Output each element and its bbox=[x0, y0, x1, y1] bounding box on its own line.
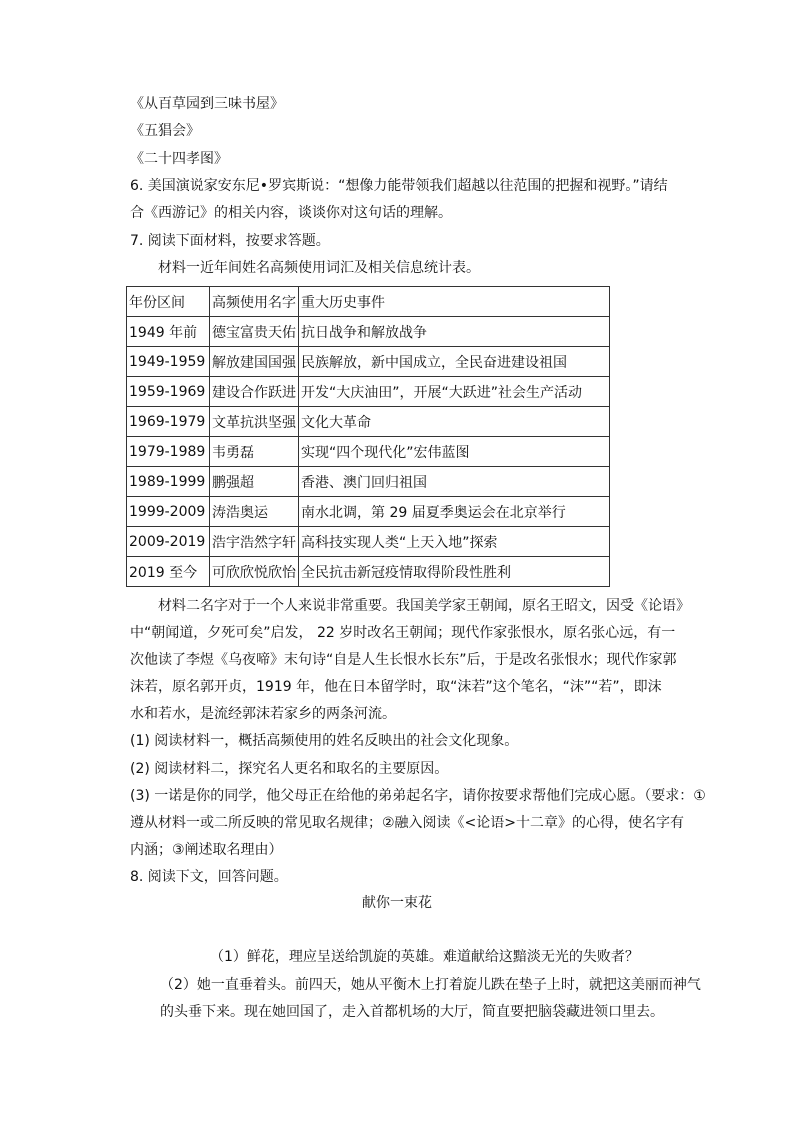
table-cell: 香港、澳门回归祖国 bbox=[299, 467, 610, 497]
q6-line-2: 合《西游记》的相关内容，谈谈你对这句话的理解。 bbox=[130, 205, 452, 221]
table-cell: 解放建国国强 bbox=[210, 347, 299, 377]
q7-subquestion-3-line-1: (3) 一诺是你的同学，他父母正在给他的弟弟起名字，请你按要求帮他们完成心愿。（要求：① bbox=[130, 788, 706, 804]
table-cell: 文革抗洪坚强 bbox=[210, 407, 299, 437]
passage-paragraph-2-line-2: 的头垂下来。现在她回国了，走入首都机场的大厅，简直要把脑袋藏进领口里去。 bbox=[160, 1004, 664, 1020]
table-cell: 1989-1999 bbox=[127, 467, 210, 497]
book-title-1: 《从百草园到三味书屋》 bbox=[130, 96, 284, 112]
table-cell: 南水北调，第 29 届夏季奥运会在北京举行 bbox=[299, 497, 610, 527]
q7-subquestion-1: (1) 阅读材料一，概括高频使用的姓名反映出的社会文化现象。 bbox=[130, 733, 519, 749]
table-cell: 2019 至今 bbox=[127, 557, 210, 587]
book-title-3: 《二十四孝图》 bbox=[130, 151, 228, 167]
table-row bbox=[127, 437, 610, 467]
table-row bbox=[127, 377, 610, 407]
table-cell: 开发“大庆油田”，开展“大跃进”社会生产活动 bbox=[299, 377, 610, 407]
material2-line-4: 沫若，原名郭开贞，1919 年，他在日本留学时，取“沫若”这个笔名，“沫”“若”，即沫 bbox=[130, 679, 662, 695]
table-cell: 1949-1959 bbox=[127, 347, 210, 377]
table-cell: 抗日战争和解放战争 bbox=[299, 317, 610, 347]
material2-line-1: 材料二名字对于一个人来说非常重要。我国美学家王朝闻，原名王昭文，因受《论语》 bbox=[158, 598, 690, 614]
q7-subquestion-2: (2) 阅读材料二，探究名人更名和取名的主要原因。 bbox=[130, 761, 449, 777]
table-row bbox=[127, 317, 610, 347]
table-cell: 韦勇磊 bbox=[210, 437, 299, 467]
q8-heading: 8. 阅读下文，回答问题。 bbox=[130, 869, 288, 885]
table-row bbox=[127, 347, 610, 377]
table-row bbox=[127, 497, 610, 527]
material2-line-3: 次他读了李煜《乌夜啼》末句诗“自是人生长恨水长东”后，于是改名张恨水；现代作家郭 bbox=[130, 652, 677, 668]
q7-subquestion-3-line-3: 内涵；③阐述取名理由） bbox=[130, 842, 283, 858]
table-cell: 2009-2019 bbox=[127, 527, 210, 557]
table-cell: 可欣欣悦欣怡 bbox=[210, 557, 299, 587]
table-row bbox=[127, 557, 610, 587]
q7-subquestion-3-line-2: 遵从材料一或二所反映的常见取名规律；②融入阅读《<论语>十二章》的心得，使名字有 bbox=[130, 815, 685, 831]
table-cell: 建设合作跃进 bbox=[210, 377, 299, 407]
book-title-2: 《五猖会》 bbox=[130, 123, 200, 139]
table-row bbox=[127, 527, 610, 557]
table-cell: 全民抗击新冠疫情取得阶段性胜利 bbox=[299, 557, 610, 587]
table-header-cell: 重大历史事件 bbox=[299, 287, 610, 317]
table-header-row bbox=[127, 287, 610, 317]
table-cell: 鹏强超 bbox=[210, 467, 299, 497]
table-row bbox=[127, 467, 610, 497]
passage-paragraph-2-line-1: （2）她一直垂着头。前四天，她从平衡木上打着旋儿跌在垫子上时，就把这美丽而神气 bbox=[160, 977, 701, 993]
material2-line-2: 中“朝闻道，夕死可矣”启发， 22 岁时改名王朝闻；现代作家张恨水，原名张心远，有一 bbox=[130, 625, 676, 641]
table-cell: 民族解放，新中国成立，全民奋进建设祖国 bbox=[299, 347, 610, 377]
table-row bbox=[127, 407, 610, 437]
material2-line-5: 水和若水，是流经郭沫若家乡的两条河流。 bbox=[130, 706, 396, 722]
table-cell: 1969-1979 bbox=[127, 407, 210, 437]
table-cell: 涛浩奥运 bbox=[210, 497, 299, 527]
table-cell: 实现“四个现代化”宏伟蓝图 bbox=[299, 437, 610, 467]
passage-paragraph-1: （1）鲜花，理应呈送给凯旋的英雄。难道献给这黯淡无光的失败者？ bbox=[210, 949, 639, 965]
table-cell: 高科技实现人类“上天入地”探索 bbox=[299, 527, 610, 557]
table-cell: 浩宇浩然字轩 bbox=[210, 527, 299, 557]
table-cell: 德宝富贵天佑 bbox=[210, 317, 299, 347]
table-cell: 1949 年前 bbox=[127, 317, 210, 347]
table-cell: 文化大革命 bbox=[299, 407, 610, 437]
q7-heading: 7. 阅读下面材料，按要求答题。 bbox=[130, 233, 330, 249]
table-header-cell: 年份区间 bbox=[127, 287, 210, 317]
table-cell: 1979-1989 bbox=[127, 437, 210, 467]
passage-title: 献你一束花 bbox=[362, 895, 432, 911]
names-statistics-table bbox=[126, 286, 610, 587]
q6-line-1: 6. 美国演说家安东尼•罗宾斯说：“想像力能带领我们超越以往范围的把握和视野。”请结 bbox=[130, 178, 668, 194]
table-header-cell: 高频使用名字 bbox=[210, 287, 299, 317]
table-cell: 1959-1969 bbox=[127, 377, 210, 407]
table-cell: 1999-2009 bbox=[127, 497, 210, 527]
material1-title: 材料一近年间姓名高频使用词汇及相关信息统计表。 bbox=[158, 260, 480, 276]
